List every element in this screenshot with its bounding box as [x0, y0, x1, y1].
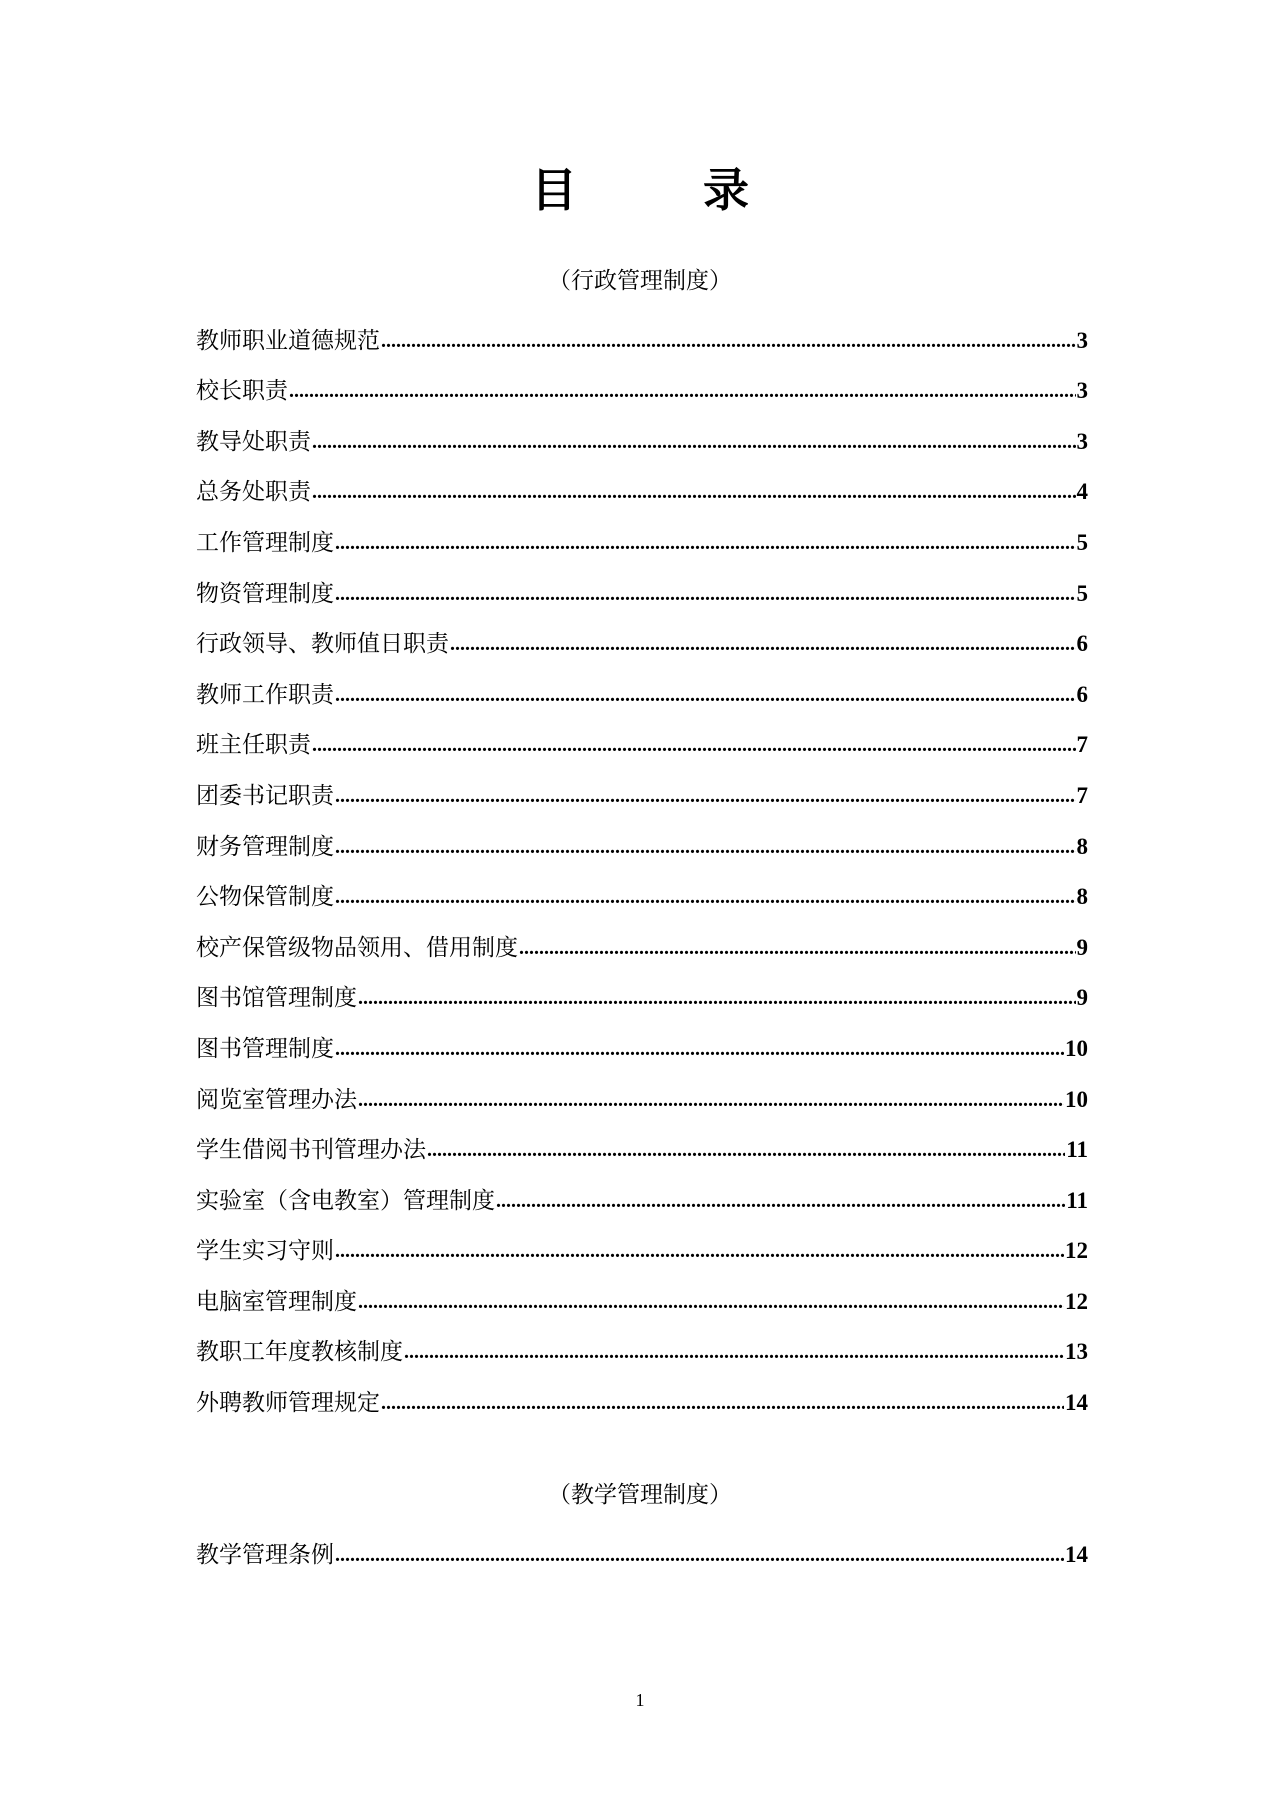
toc-entry-page: 9	[1076, 985, 1088, 1011]
toc-entry-title: 总务处职责	[196, 479, 311, 506]
toc-entry-title: 教师职业道德规范	[196, 327, 380, 354]
toc-entry-page: 14	[1065, 1390, 1088, 1416]
toc-leader-dots	[496, 1186, 1065, 1216]
toc-entry-page: 12	[1065, 1288, 1088, 1314]
toc-entry[interactable]	[196, 609, 1088, 660]
toc-entry[interactable]	[196, 507, 1088, 558]
toc-entry-title: 校产保管级物品领用、借用制度	[196, 934, 518, 961]
toc-entry-page: 6	[1076, 681, 1088, 707]
toc-leader-dots	[289, 376, 1076, 406]
toc-entry-page: 9	[1076, 934, 1088, 960]
toc-entry[interactable]	[196, 659, 1088, 710]
toc-leader-dots	[450, 629, 1076, 659]
toc-leader-dots	[312, 477, 1076, 507]
toc-leader-dots	[381, 1388, 1064, 1418]
toc-leader-dots	[358, 983, 1076, 1013]
section-heading-administrative: （行政管理制度）	[548, 268, 732, 294]
toc-leader-dots	[335, 832, 1076, 862]
toc-entry-title: 财务管理制度	[196, 833, 334, 860]
toc-entry-page: 5	[1076, 529, 1088, 555]
toc-entry-page: 14	[1065, 1541, 1088, 1567]
toc-entry[interactable]	[196, 356, 1088, 407]
toc-entry[interactable]	[196, 558, 1088, 609]
toc-entry-title: 图书管理制度	[196, 1035, 334, 1062]
toc-entry[interactable]	[196, 1216, 1088, 1267]
toc-entry-page: 10	[1065, 1035, 1088, 1061]
page-number: 1	[635, 1690, 645, 1710]
toc-entry[interactable]	[196, 963, 1088, 1014]
toc-entry-title: 教学管理条例	[196, 1541, 334, 1568]
page-title: 目 录	[531, 163, 789, 217]
toc-entry-title: 班主任职责	[196, 732, 311, 759]
toc-leader-dots	[404, 1337, 1064, 1367]
toc-entry-page: 8	[1076, 884, 1088, 910]
toc-entry-page: 12	[1065, 1238, 1088, 1264]
toc-leader-dots	[358, 1085, 1064, 1115]
toc-entry[interactable]	[196, 1013, 1088, 1064]
toc-entry-title: 学生实习守则	[196, 1238, 334, 1265]
toc-entry-title: 电脑室管理制度	[196, 1288, 357, 1315]
toc-entry-title: 阅览室管理办法	[196, 1086, 357, 1113]
toc-entry-title: 图书馆管理制度	[196, 985, 357, 1012]
toc-list-administrative	[196, 305, 1088, 1418]
toc-entry-title: 团委书记职责	[196, 782, 334, 809]
toc-list-teaching	[196, 1519, 1088, 1570]
toc-entry[interactable]	[196, 1115, 1088, 1166]
toc-entry-title: 校长职责	[196, 378, 288, 405]
toc-leader-dots	[335, 579, 1076, 609]
toc-leader-dots	[335, 781, 1076, 811]
toc-entry-page: 8	[1076, 833, 1088, 859]
toc-leader-dots	[335, 528, 1076, 558]
toc-entry[interactable]	[196, 1064, 1088, 1115]
toc-entry[interactable]	[196, 1519, 1088, 1570]
toc-leader-dots	[358, 1287, 1064, 1317]
toc-entry[interactable]	[196, 1317, 1088, 1368]
toc-entry-title: 教导处职责	[196, 428, 311, 455]
toc-entry-page: 7	[1076, 732, 1088, 758]
toc-entry[interactable]	[196, 305, 1088, 356]
toc-entry-title: 教师工作职责	[196, 681, 334, 708]
toc-entry-page: 4	[1076, 479, 1088, 505]
toc-entry-page: 11	[1066, 1187, 1088, 1213]
toc-entry-page: 5	[1076, 580, 1088, 606]
toc-leader-dots	[312, 427, 1076, 457]
toc-entry-title: 工作管理制度	[196, 529, 334, 556]
toc-entry[interactable]	[196, 1165, 1088, 1216]
toc-entry[interactable]	[196, 710, 1088, 761]
toc-entry-title: 公物保管制度	[196, 884, 334, 911]
toc-entry-title: 物资管理制度	[196, 580, 334, 607]
toc-leader-dots	[335, 1540, 1064, 1570]
toc-entry[interactable]	[196, 862, 1088, 913]
toc-entry[interactable]	[196, 406, 1088, 457]
toc-leader-dots	[335, 882, 1076, 912]
toc-leader-dots	[335, 1034, 1064, 1064]
toc-entry-page: 3	[1076, 378, 1088, 404]
toc-entry-title: 行政领导、教师值日职责	[196, 631, 449, 658]
toc-entry-title: 学生借阅书刊管理办法	[196, 1137, 426, 1164]
section-heading-teaching: （教学管理制度）	[548, 1482, 732, 1508]
toc-entry-title: 实验室（含电教室）管理制度	[196, 1187, 495, 1214]
toc-entry[interactable]	[196, 1367, 1088, 1418]
toc-entry[interactable]	[196, 912, 1088, 963]
toc-leader-dots	[427, 1135, 1065, 1165]
toc-entry[interactable]	[196, 457, 1088, 508]
toc-entry[interactable]	[196, 1266, 1088, 1317]
toc-entry-page: 6	[1076, 631, 1088, 657]
toc-leader-dots	[335, 1236, 1064, 1266]
toc-entry-page: 7	[1076, 782, 1088, 808]
toc-leader-dots	[312, 730, 1076, 760]
toc-entry-page: 10	[1065, 1086, 1088, 1112]
toc-entry[interactable]	[196, 760, 1088, 811]
toc-entry-title: 外聘教师管理规定	[196, 1390, 380, 1417]
toc-entry-page: 11	[1066, 1137, 1088, 1163]
toc-entry-page: 13	[1065, 1339, 1088, 1365]
toc-entry-page: 3	[1076, 428, 1088, 454]
toc-entry-title: 教职工年度教核制度	[196, 1339, 403, 1366]
toc-leader-dots	[381, 326, 1076, 356]
toc-leader-dots	[335, 680, 1076, 710]
toc-entry[interactable]	[196, 811, 1088, 862]
toc-entry-page: 3	[1076, 327, 1088, 353]
toc-leader-dots	[519, 933, 1076, 963]
